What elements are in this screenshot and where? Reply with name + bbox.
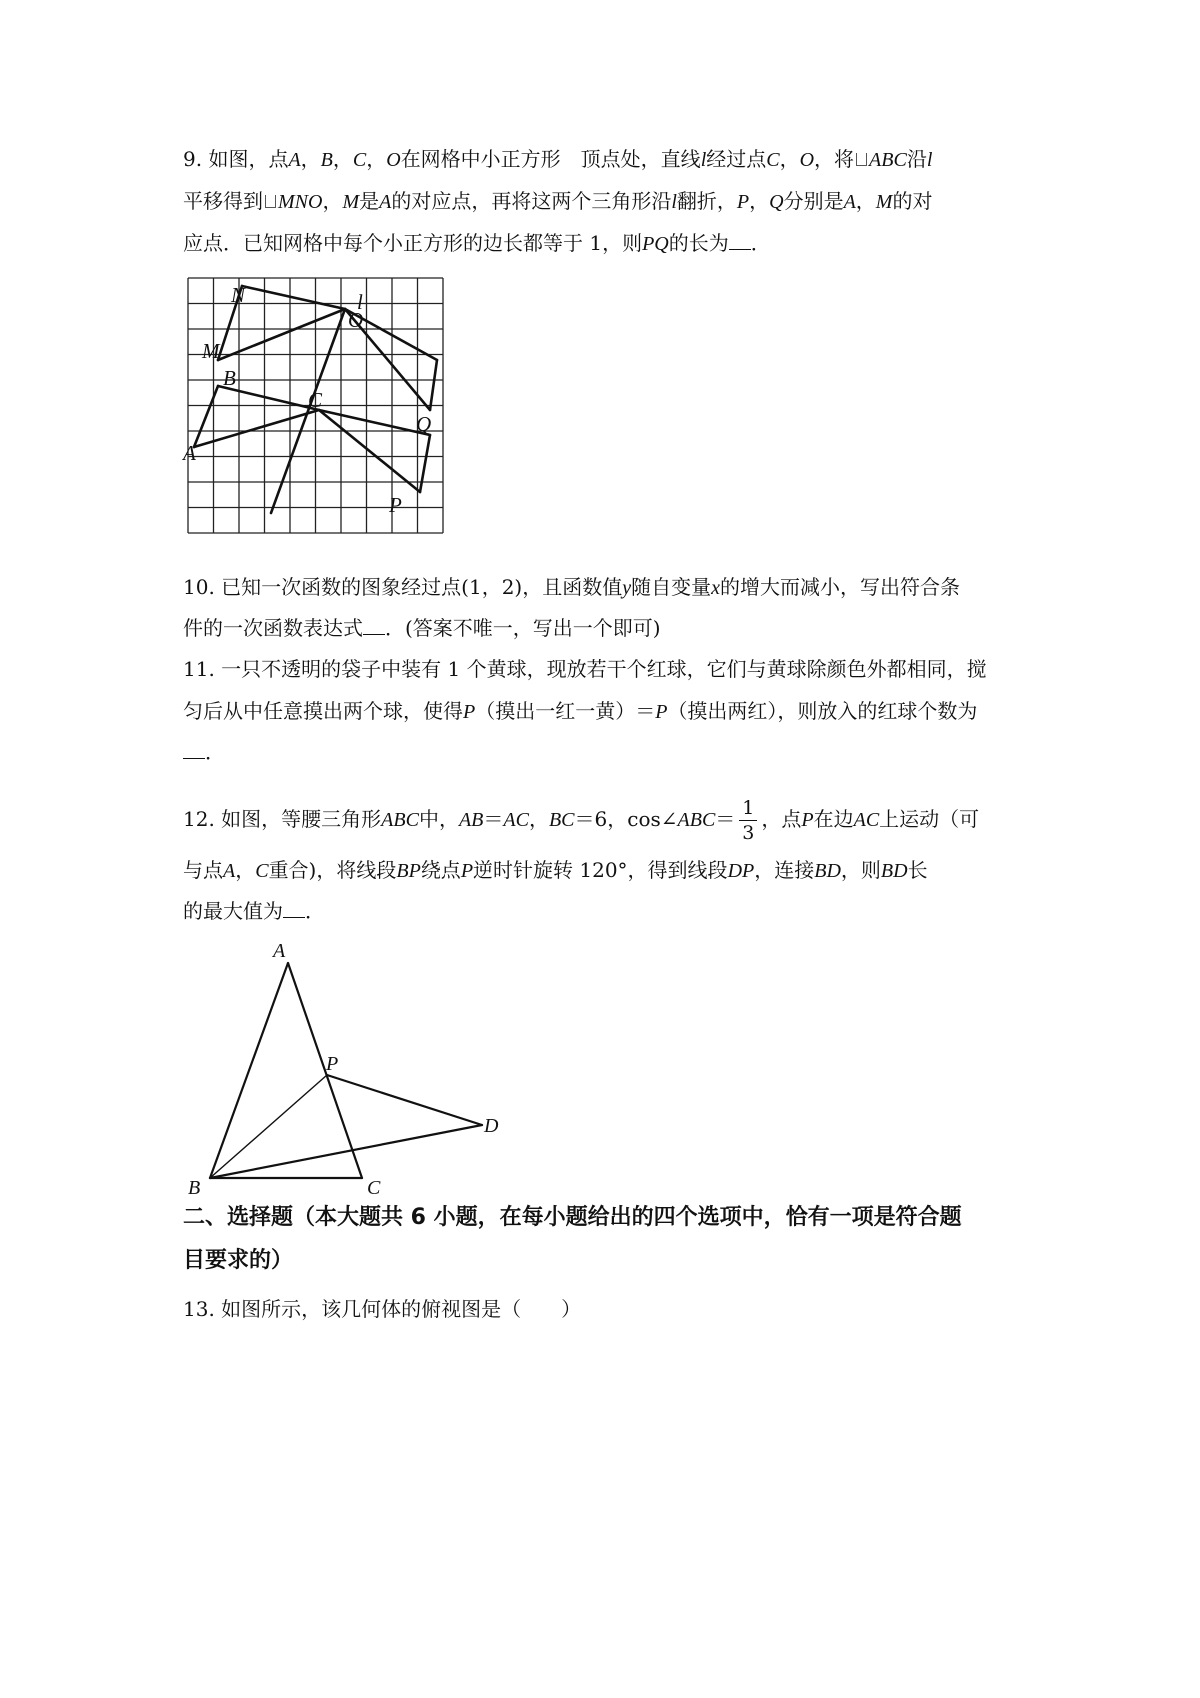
q9-grid-figure bbox=[185, 275, 465, 557]
segment-MO bbox=[218, 309, 345, 360]
label-B: B bbox=[188, 1177, 201, 1199]
q12-line-3: 的最大值为 ． bbox=[183, 899, 325, 923]
answer-blank bbox=[283, 899, 305, 918]
q12-line-1: 12. 如图，等腰三角形ABC中，AB＝AC，BC＝6，cos∠ABC＝ $\frac{1}{3}$ ，点P在边AC上运动（可 bbox=[183, 797, 980, 844]
segment-PD bbox=[327, 1075, 482, 1125]
label-A: A bbox=[273, 940, 286, 962]
fraction-one-third: $\frac{1}{3}$ bbox=[739, 796, 757, 845]
q12-line-2: 与点A，C重合)，将线段BP绕点P逆时针旋转 120°，得到线段DP，连接BD，则BD长 bbox=[183, 858, 928, 882]
segment-AC bbox=[194, 410, 319, 447]
segment-AB bbox=[210, 963, 288, 1178]
label-O: O bbox=[348, 308, 364, 332]
label-A: A bbox=[183, 441, 196, 465]
q11-line-2: 匀后从中任意摸出两个球，使得P（摸出一红一黄）＝P（摸出两红），则放入的红球个数为 bbox=[183, 699, 978, 723]
q9-line-2: 平移得到 MNO，M是A的对应点，再将这两个三角形沿l翻折，P，Q分别是A，M的对 bbox=[183, 189, 933, 213]
triangle-symbol-placeholder bbox=[856, 153, 867, 166]
label-D: D bbox=[484, 1115, 499, 1137]
q9-line-1: 9. 如图，点A，B，C，O在网格中小正方形 顶点处，直线l经过点C，O，将 ABC沿l bbox=[183, 147, 933, 171]
segment-right-P bbox=[420, 435, 430, 492]
section-heading-line-1: 二、选择题（本大题共 6 小题，在每小题给出的四个选项中，恰有一项是符合题 bbox=[183, 1205, 962, 1230]
q10-line-1: 10. 已知一次函数的图象经过点(1，2)，且函数值y随自变量x的增大而减小，写出符合条 bbox=[183, 575, 960, 599]
segment-NO bbox=[242, 286, 345, 309]
answer-blank bbox=[363, 616, 385, 635]
q13-line-1: 13. 如图所示，该几何体的俯视图是（ ） bbox=[183, 1297, 582, 1321]
section-heading-line-2: 目要求的） bbox=[183, 1248, 294, 1273]
label-M: M bbox=[202, 339, 220, 363]
q11-line-3: ． bbox=[183, 738, 225, 766]
answer-blank bbox=[729, 231, 751, 250]
label-P: P bbox=[326, 1053, 339, 1075]
q11-line-1: 11. 一只不透明的袋子中装有 1 个黄球，现放若干个红球，它们与黄球除颜色外都相同，搅 bbox=[183, 657, 987, 681]
q12-triangle-figure bbox=[180, 935, 510, 1199]
segment-right-Q bbox=[430, 360, 437, 410]
label-C: C bbox=[308, 388, 323, 412]
q9-line-3: 应点．已知网格中每个小正方形的边长都等于 1，则PQ的长为 ． bbox=[183, 231, 771, 255]
q10-line-2: 件的一次函数表达式 ．(答案不唯一，写出一个即可) bbox=[183, 616, 661, 640]
label-P: P bbox=[389, 493, 402, 517]
label-B: B bbox=[223, 366, 236, 390]
label-Q: Q bbox=[416, 412, 432, 436]
label-N: N bbox=[231, 283, 246, 307]
label-C: C bbox=[367, 1177, 381, 1199]
triangle-symbol-placeholder bbox=[265, 195, 276, 208]
segment-AC bbox=[288, 963, 362, 1178]
segment-BA bbox=[194, 386, 218, 447]
label-l: l bbox=[357, 290, 363, 314]
answer-blank bbox=[183, 740, 205, 759]
